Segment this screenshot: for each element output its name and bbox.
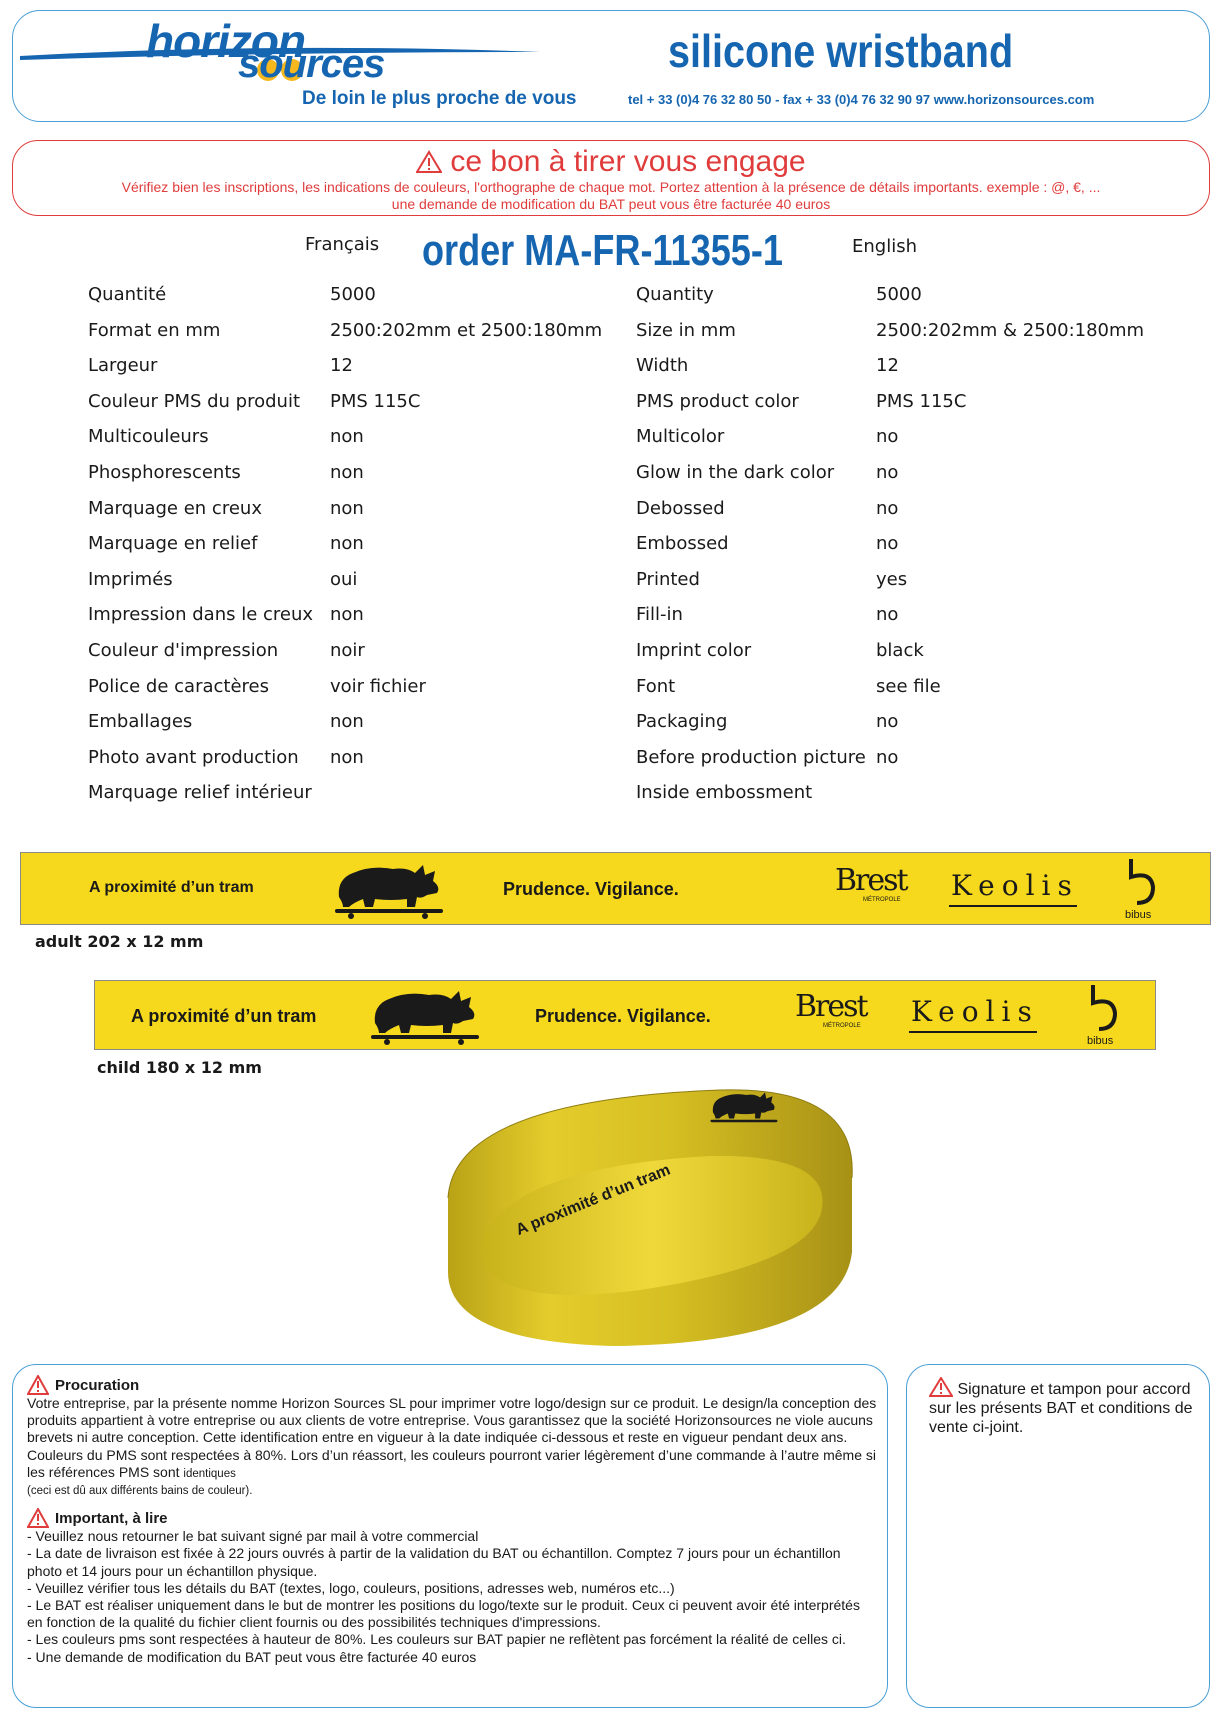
keolis-logo: Keolis [911, 995, 1039, 1028]
band-text-tram: A proximité d’un tram [131, 1006, 317, 1026]
spec-value: non [330, 533, 364, 555]
spec-label: Impression dans le creux [88, 604, 314, 626]
signature-box [906, 1364, 1210, 1708]
warning-title-text: ce bon à tirer vous engage [450, 145, 806, 178]
spec-value: no [876, 604, 899, 626]
spec-value: 12 [876, 355, 899, 377]
adult-band-preview [20, 852, 1211, 925]
band-text-tram: A proximité d’un tram [89, 879, 254, 896]
procuration-title: Procuration [55, 1376, 140, 1394]
important-item: - Une demande de modification du BAT peut vous être facturée 40 euros [27, 1648, 477, 1665]
spec-value: non [330, 497, 364, 519]
warning-triangle-icon [27, 1375, 49, 1395]
spec-label: Phosphorescents [88, 461, 241, 483]
spec-label: Format en mm [88, 319, 221, 341]
adult-band-caption: adult 202 x 12 mm [35, 932, 204, 951]
spec-value: no [876, 461, 899, 483]
language-label-french: Français [305, 234, 380, 255]
spec-value: oui [330, 568, 358, 590]
spec-value: no [876, 711, 899, 733]
warning-title [13, 145, 1209, 179]
warning-line-1: Vérifiez bien les inscriptions, les indications de couleurs, l'orthographe de chaque mot. Portez attention à la présence de détails importants. exemple : @, €, ... [121, 179, 1101, 195]
brest-logo-sub: MÉTROPOLE [823, 1023, 861, 1029]
rhino-skateboard-icon [367, 987, 483, 1045]
spec-value: non [330, 604, 364, 626]
signature-instructions [929, 1377, 1199, 1437]
spec-label: Marquage en relief [88, 533, 258, 555]
spec-value: noir [330, 639, 365, 661]
product-title: silicone wristband [668, 25, 1014, 77]
spec-label: PMS product color [636, 390, 799, 412]
important-title: Important, à lire [55, 1509, 168, 1527]
tagline: De loin le plus proche de vous [302, 88, 577, 109]
child-band-caption: child 180 x 12 mm [97, 1058, 262, 1077]
spec-value: no [876, 426, 899, 448]
spec-value: 5000 [330, 284, 376, 305]
spec-value: non [330, 426, 364, 448]
important-item: - Veuillez vérifier tous les détails du BAT (textes, logo, couleurs, positions, adresses web, numéros etc...) [27, 1579, 675, 1596]
important-list [27, 1528, 877, 1666]
important-item: - Le BAT est réaliser uniquement dans le but de montrer les positions du logo/texte sur le produit. Ceux ci peuvent avoir été interprétés en fonction de la qualité du fichier client fournis ou des possibilités techniques d'impressions. [27, 1597, 860, 1631]
signature-text: Signature et tampon pour accord sur les présents BAT et conditions de vente ci-joint. [929, 1381, 1193, 1436]
bibus-logo-label: bibus [1087, 1035, 1114, 1047]
spec-value: PMS 115C [330, 390, 421, 412]
spec-value: no [876, 746, 899, 768]
spec-label: Font [636, 675, 676, 697]
spec-label: Printed [636, 568, 700, 590]
procuration-note: (ceci est dû aux différents bains de couleur). [27, 1485, 253, 1498]
contact-info: tel + 33 (0)4 76 32 80 50 - fax + 33 (0)4 76 32 90 97 www.horizonsources.com [628, 92, 1095, 107]
brest-logo-sub: MÉTROPOLE [863, 897, 901, 903]
spec-value: 2500:202mm & 2500:180mm [876, 319, 1145, 341]
spec-value: PMS 115C [876, 390, 967, 412]
spec-label: Packaging [636, 711, 728, 733]
warning-triangle-icon [929, 1377, 953, 1397]
spec-value: non [330, 711, 364, 733]
procuration-text-tail: identiques [183, 1467, 236, 1480]
spec-label: Emballages [88, 711, 193, 733]
band-text-prudence: Prudence. Vigilance. [503, 879, 679, 899]
band-text-prudence: Prudence. Vigilance. [535, 1006, 711, 1026]
spec-label: Debossed [636, 497, 725, 519]
spec-value: 2500:202mm et 2500:180mm [330, 319, 603, 341]
procuration-text: Votre entreprise, par la présente nomme Horizon Sources SL pour imprimer votre logo/design sur ce produit. Le design/la conception des produits appartient à votre entreprise ou aux clients de votre entreprise. Vous garantissez que la société Horizonsources ne viole aucuns brevets ni autre conception. Cette identification entre en vigueur à la date indiquée ci-dessous et reste en vigueur pendant deux ans. Couleurs du PMS sont respectées à 80%. Lors d’un réassort, les couleurs pourront varier légèrement d’une commande à l’autre même si les références PMS sont [27, 1395, 877, 1480]
spec-label: Photo avant production [88, 746, 299, 768]
spec-label: Glow in the dark color [636, 461, 835, 483]
wristband-3d-render [440, 1080, 860, 1348]
keolis-underline [949, 905, 1077, 907]
spec-label: Imprint color [636, 639, 752, 661]
wristband-print-text: A proximité d’un tram [513, 1161, 673, 1239]
spec-label: Largeur [88, 355, 158, 377]
warning-triangle-icon [416, 150, 442, 174]
spec-value: no [876, 533, 899, 555]
spec-value: black [876, 639, 924, 661]
spec-label: Marquage relief intérieur [88, 782, 312, 804]
keolis-underline [909, 1031, 1037, 1033]
spec-label: Couleur PMS du produit [88, 390, 301, 412]
spec-label: Multicouleurs [88, 426, 209, 448]
important-item: - La date de livraison est fixée à 22 jours ouvrés à partir de la validation du BAT ou échantillon. Comptez 7 jours pour un échantillon photo et 14 jours pour un échantillon physique. [27, 1545, 841, 1579]
spec-label: Police de caractères [88, 675, 269, 697]
important-heading [27, 1508, 877, 1528]
rhino-skateboard-icon [331, 861, 447, 919]
spec-label: Quantity [636, 284, 714, 305]
procuration-box [12, 1364, 888, 1708]
spec-value: 5000 [876, 284, 922, 305]
spec-value: 12 [330, 355, 353, 377]
child-band-preview [94, 980, 1156, 1050]
important-item: - Les couleurs pms sont respectées à hauteur de 80%. Les couleurs sur BAT papier ne reflètent pas forcément la réalité de celles ci. [27, 1631, 846, 1648]
keolis-logo: Keolis [951, 869, 1079, 902]
spec-value: yes [876, 568, 908, 590]
bibus-logo-icon [1125, 857, 1159, 907]
order-number: order MA-FR-11355-1 [422, 226, 783, 275]
logo-word-sources: sources [238, 42, 385, 86]
spec-label: Imprimés [88, 568, 173, 590]
logo-word-horizon: horizon [146, 15, 306, 67]
warning-line-2: une demande de modification du BAT peut vous être facturée 40 euros [391, 196, 831, 212]
spec-label: Marquage en creux [88, 497, 262, 519]
important-item: - Veuillez nous retourner le bat suivant signé par mail à votre commercial [27, 1528, 479, 1545]
bibus-logo-label: bibus [1125, 909, 1152, 921]
spec-value: see file [876, 675, 941, 697]
spec-label: Multicolor [636, 426, 725, 448]
spec-value: non [330, 746, 364, 768]
spec-label: Before production picture [636, 746, 866, 768]
spec-label: Couleur d'impression [88, 639, 279, 661]
spec-value: non [330, 461, 364, 483]
brest-logo: Brest [795, 989, 867, 1024]
horizon-sources-logo [20, 12, 580, 86]
spec-label: Width [636, 355, 689, 377]
bibus-logo-icon [1087, 983, 1121, 1033]
spec-value: no [876, 497, 899, 519]
spec-label: Inside embossment [636, 782, 813, 804]
procuration-heading [27, 1375, 877, 1395]
spec-label: Quantité [88, 284, 167, 305]
spec-label: Embossed [636, 533, 729, 555]
brest-logo: Brest [835, 863, 907, 898]
warning-banner [12, 140, 1210, 216]
language-label-english: English [852, 236, 917, 257]
warning-triangle-icon [27, 1508, 49, 1528]
spec-label: Fill-in [636, 604, 683, 626]
spec-value: voir fichier [330, 675, 426, 697]
spec-label: Size in mm [636, 319, 736, 341]
procuration-body [27, 1395, 877, 1500]
